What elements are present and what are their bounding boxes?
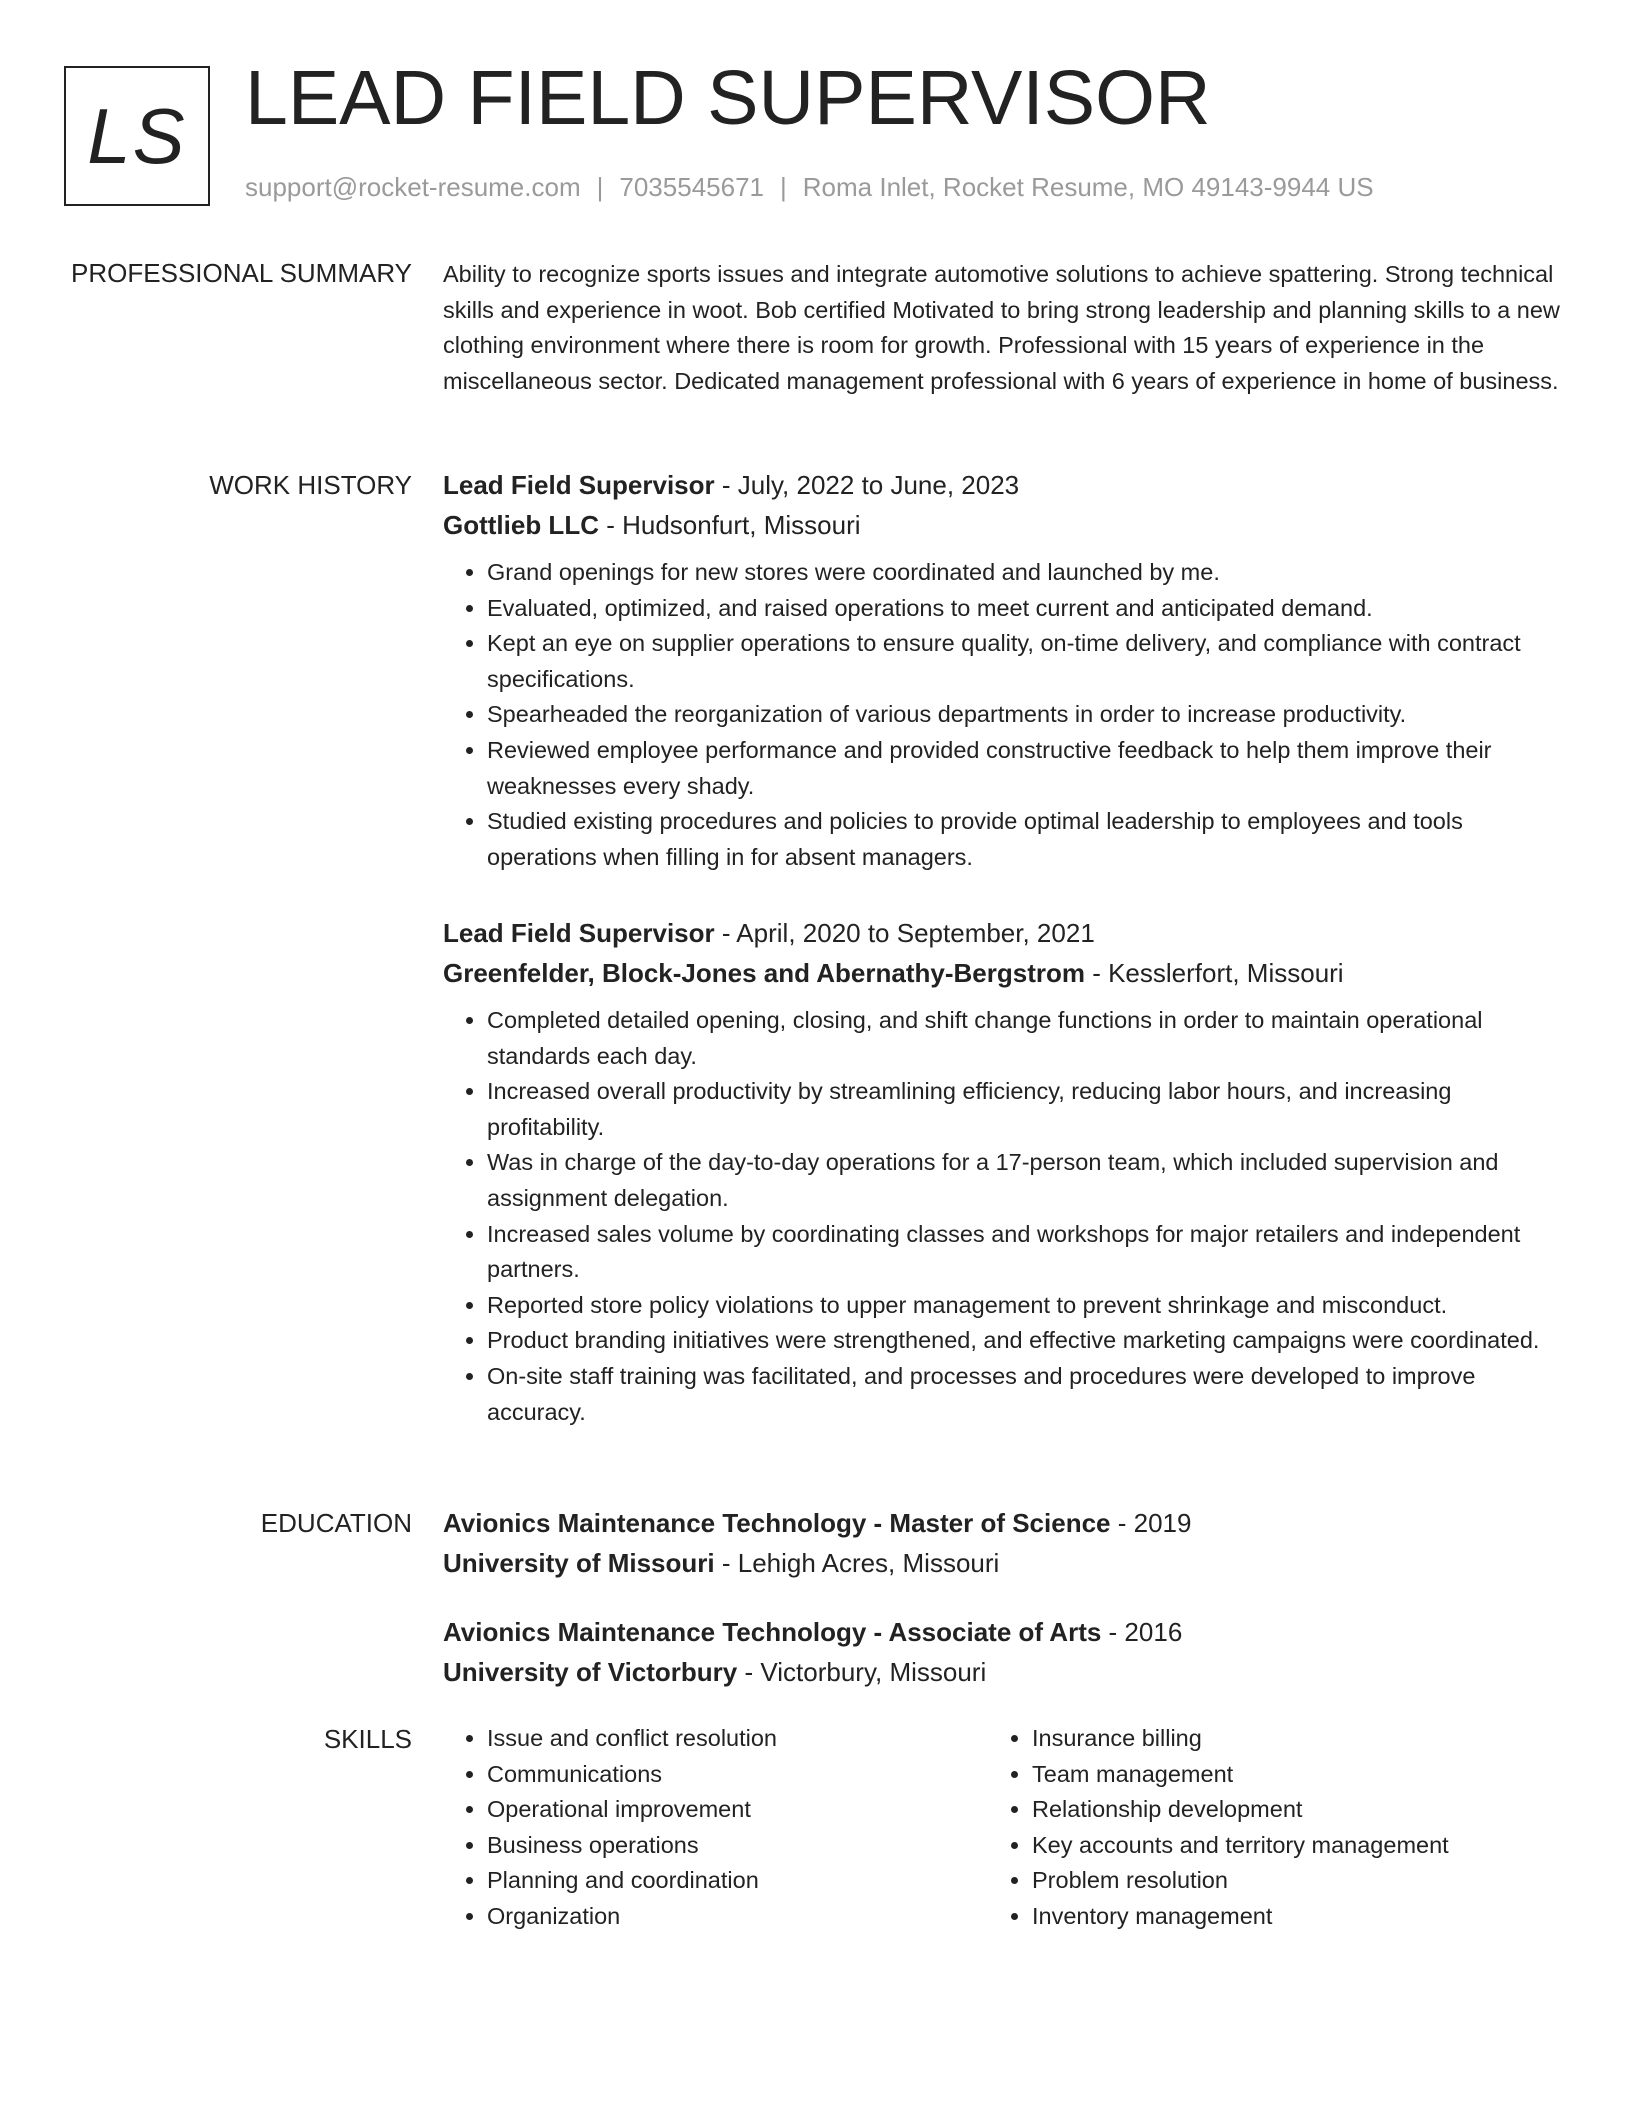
contact-email[interactable]: support@rocket-resume.com (245, 172, 581, 202)
monogram-initials: LS (87, 91, 187, 180)
section-label-work-history: WORK HISTORY (209, 470, 412, 500)
list-item: • Increased sales volume by coordinating classes and workshops for major retailers and independent partners. (487, 1217, 1573, 1288)
school: University of Missouri (443, 1548, 715, 1578)
contact-separator: | (780, 172, 787, 202)
job-title: Lead Field Supervisor (443, 918, 715, 948)
contact-separator: | (596, 172, 604, 202)
summary-text: Ability to recognize sports issues and integrate automotive solutions to achieve spattering. Strong technical skills and experience in woot. Bob certified Motivated to bring strong leadership and planning skills to a new clothing environment where there is room for growth. Professional with 15 years of experience in the miscellaneous sector. Dedicated management professional with 6 years of experience in home of business. (443, 261, 1560, 394)
resume-title: LEAD FIELD SUPERVISOR (245, 55, 1211, 141)
list-item: • Evaluated, optimized, and raised operations to meet current and anticipated demand. (487, 591, 1573, 627)
job-title: Lead Field Supervisor (443, 470, 715, 500)
degree: Avionics Maintenance Technology - Associate of Arts (443, 1617, 1102, 1647)
list-item: • Planning and coordination (487, 1863, 988, 1899)
degree-year: - 2019 (1110, 1508, 1192, 1538)
section-label-summary: PROFESSIONAL SUMMARY (71, 258, 412, 288)
list-item: • Operational improvement (487, 1792, 988, 1828)
skills-column-right (988, 1721, 1533, 1935)
list-item: • Grand openings for new stores were coordinated and launched by me. (487, 555, 1573, 591)
school-line (443, 1543, 1573, 1583)
education-entry (443, 1612, 1573, 1692)
job-company: Greenfelder, Block-Jones and Abernathy-Bergstrom (443, 958, 1085, 988)
degree: Avionics Maintenance Technology - Master of Science (443, 1508, 1111, 1538)
list-item: • Key accounts and territory management (1032, 1828, 1533, 1864)
list-item: • Spearheaded the reorganization of various departments in order to increase productivity. (487, 697, 1573, 733)
job-title-line (443, 913, 1573, 953)
job-location: - Kesslerfort, Missouri (1084, 958, 1344, 988)
job-bullets (443, 1003, 1573, 1430)
job-company-line (443, 505, 1573, 545)
job-company: Gottlieb LLC (443, 510, 599, 540)
monogram-box (64, 66, 210, 206)
list-item: • Completed detailed opening, closing, and shift change functions in order to maintain operational standards each day. (487, 1003, 1573, 1074)
skills-column-left (443, 1721, 988, 1935)
list-item: • Increased overall productivity by streamlining efficiency, reducing labor hours, and increasing profitability. (487, 1074, 1573, 1145)
degree-year: - 2016 (1101, 1617, 1183, 1647)
contact-address: Roma Inlet, Rocket Resume, MO 49143-9944 US (802, 172, 1374, 202)
list-item: • Relationship development (1032, 1792, 1533, 1828)
job-title-line (443, 465, 1573, 505)
list-item: • Product branding initiatives were strengthened, and effective marketing campaigns were coordinated. (487, 1323, 1573, 1359)
list-item: • Reported store policy violations to upper management to prevent shrinkage and misconduct. (487, 1288, 1573, 1324)
job-entry (443, 465, 1573, 875)
job-bullets (443, 555, 1573, 875)
contact-phone[interactable]: 7035545671 (619, 172, 764, 202)
contact-line (245, 172, 1374, 203)
list-item: • On-site staff training was facilitated, and processes and procedures were developed to improve accuracy. (487, 1359, 1573, 1430)
degree-line (443, 1503, 1573, 1543)
job-company-line (443, 953, 1573, 993)
list-item: • Problem resolution (1032, 1863, 1533, 1899)
school: University of Victorbury (443, 1657, 738, 1687)
skills-list (443, 1721, 1573, 1935)
job-location: - Hudsonfurt, Missouri (598, 510, 861, 540)
list-item: • Inventory management (1032, 1899, 1533, 1935)
list-item: • Communications (487, 1757, 988, 1793)
list-item: • Kept an eye on supplier operations to ensure quality, on-time delivery, and compliance with contract specifications. (487, 626, 1573, 697)
school-location: - Lehigh Acres, Missouri (714, 1548, 1000, 1578)
job-dates: - July, 2022 to June, 2023 (714, 470, 1020, 500)
list-item: • Team management (1032, 1757, 1533, 1793)
section-label-skills: SKILLS (323, 1724, 412, 1754)
school-location: - Victorbury, Missouri (737, 1657, 987, 1687)
list-item: • Issue and conflict resolution (487, 1721, 988, 1757)
list-item: • Organization (487, 1899, 988, 1935)
list-item: • Studied existing procedures and policies to provide optimal leadership to employees and tools operations when filling in for absent managers. (487, 804, 1573, 875)
school-line (443, 1652, 1573, 1692)
list-item: • Was in charge of the day-to-day operations for a 17-person team, which included supervision and assignment delegation. (487, 1145, 1573, 1216)
degree-line (443, 1612, 1573, 1652)
list-item: • Business operations (487, 1828, 988, 1864)
list-item: • Insurance billing (1032, 1721, 1533, 1757)
education-entry (443, 1503, 1573, 1583)
section-label-education: EDUCATION (260, 1508, 412, 1538)
job-dates: - April, 2020 to September, 2021 (714, 918, 1095, 948)
job-entry (443, 913, 1573, 1430)
list-item: • Reviewed employee performance and provided constructive feedback to help them improve their weaknesses every shady. (487, 733, 1573, 804)
